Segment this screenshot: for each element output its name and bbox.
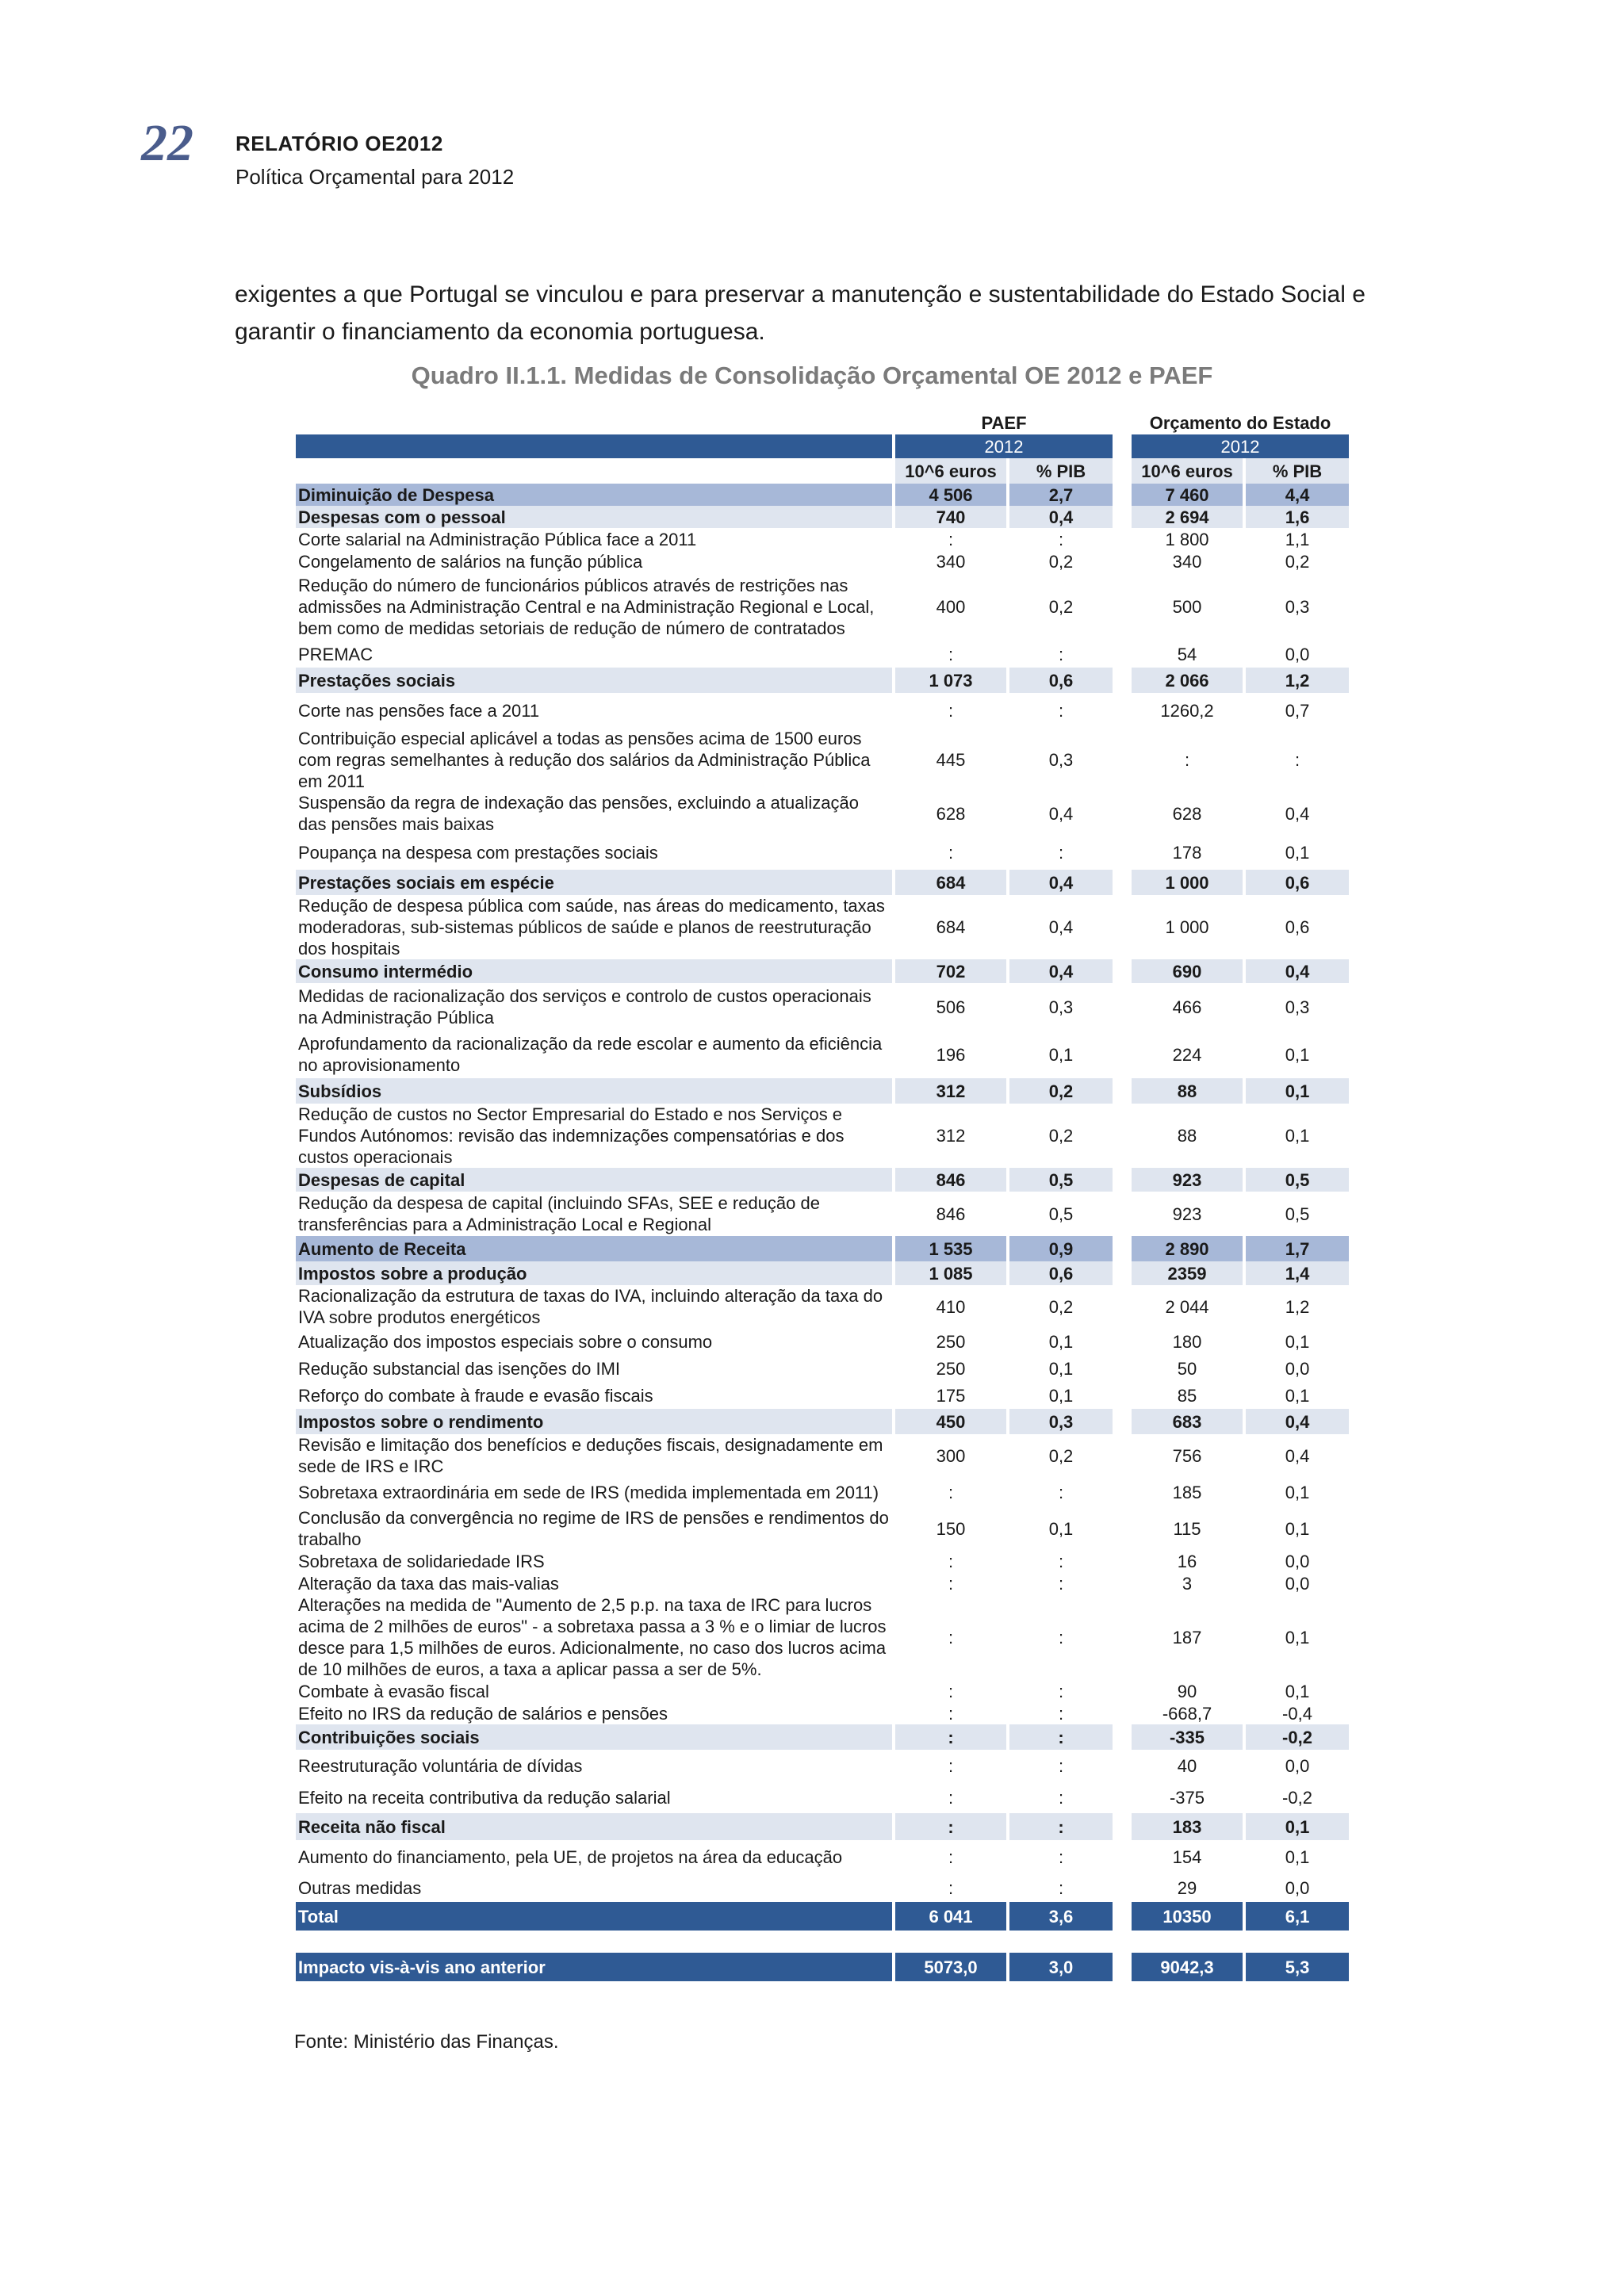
table-row: [296, 895, 1349, 959]
oe-value-euros: :: [1184, 750, 1190, 770]
oe-value-euros: 16: [1177, 1551, 1197, 1571]
paef-value-euros: :: [948, 1627, 954, 1647]
paef-value-euros: 506: [936, 997, 966, 1017]
table-header-years: [296, 434, 1349, 458]
row-label: Consumo intermédio: [296, 959, 892, 983]
oe-value-pib: 0,2: [1285, 551, 1310, 572]
table-row: [296, 1702, 1349, 1724]
table-row: [296, 1594, 1349, 1680]
row-label: Racionalização da estrutura de taxas do IVA, incluindo alteração da taxa do IVA sobre produtos energéticos: [298, 1286, 883, 1327]
row-label: Redução substancial das isenções do IMI: [298, 1358, 621, 1379]
paef-value-pib: :: [1058, 700, 1064, 721]
paef-value-pib: :: [1009, 1724, 1113, 1750]
table-row: [296, 641, 1349, 668]
oe-value-euros: 154: [1172, 1846, 1202, 1867]
row-label: Receita não fiscal: [296, 1813, 892, 1840]
row-label: Conclusão da convergência no regime de IRS de pensões e rendimentos do trabalho: [298, 1508, 889, 1549]
oe-value-pib: 0,1: [1285, 842, 1310, 863]
table-caption: Quadro II.1.1. Medidas de Consolidação Orçamental OE 2012 e PAEF: [411, 362, 1213, 389]
paef-value-euros: 846: [936, 1203, 966, 1224]
oe-value-pib: 0,0: [1285, 1551, 1310, 1571]
row-label: Prestações sociais: [296, 668, 892, 693]
paef-value-pib: 0,4: [1048, 917, 1074, 937]
paef-value-euros: :: [895, 1813, 1006, 1840]
oe-value-pib: 0,1: [1285, 1126, 1310, 1146]
oe-value-euros: 923: [1132, 1168, 1243, 1192]
table-row: [296, 1328, 1349, 1355]
row-label: Total: [296, 1902, 892, 1931]
oe-value-pib: 0,5: [1285, 1203, 1310, 1224]
oe-value-pib: 0,1: [1285, 1044, 1310, 1065]
oe-value-pib: 0,4: [1285, 803, 1310, 824]
paef-value-pib: 3,0: [1009, 1953, 1113, 1981]
oe-value-pib: 0,1: [1246, 1813, 1349, 1840]
table-row: [296, 1750, 1349, 1781]
row-label: Alterações na medida de "Aumento de 2,5 p.p. na taxa de IRC para lucros acima de 2 milhões de euros" - a sobretaxa passa a 3 % e o limiar de lucros desce para 1,5 milhões de euros. Adicionalmente, no caso dos lucros acima de 10 milhões de euros, a taxa a aplicar passa a ser de 5%.: [298, 1595, 887, 1679]
table-row: [296, 1434, 1349, 1477]
oe-value-pib: 0,0: [1285, 1358, 1310, 1379]
row-label: Impacto vis-à-vis ano anterior: [296, 1953, 892, 1981]
table-row: [296, 572, 1349, 641]
table-row: [296, 792, 1349, 835]
oe-value-euros: 40: [1177, 1755, 1197, 1776]
oe-value-pib: 0,4: [1285, 1445, 1310, 1466]
table-row: [296, 693, 1349, 728]
header-unit: % PIB: [1246, 458, 1349, 484]
table-row: [296, 484, 1349, 506]
paef-value-euros: :: [948, 700, 954, 721]
paef-value-euros: :: [948, 644, 954, 664]
oe-value-euros: 54: [1177, 644, 1197, 664]
row-label: Redução de custos no Sector Empresarial do Estado e nos Serviços e Fundos Autónomos: revisão das indemnizações compensatórias e dos custos operacionais: [298, 1104, 845, 1167]
oe-value-euros: 690: [1132, 959, 1243, 983]
row-label: Medidas de racionalização dos serviços e controlo de custos operacionais na Administração Pública: [298, 986, 871, 1027]
row-label: Contribuições sociais: [296, 1724, 892, 1750]
table-row: [296, 506, 1349, 528]
row-label: Redução do número de funcionários públicos através de restrições nas admissões na Administração Central e na Administração Regional e Local, bem como de medidas setoriais de redução de número de contratados: [298, 575, 875, 638]
paef-value-euros: :: [948, 1681, 954, 1701]
paef-value-euros: 340: [936, 551, 966, 572]
paef-value-euros: :: [948, 1787, 954, 1808]
paef-value-pib: 0,2: [1048, 1126, 1074, 1146]
paef-value-pib: :: [1058, 1551, 1064, 1571]
table-row: [296, 1813, 1349, 1840]
paef-value-pib: :: [1058, 1787, 1064, 1808]
paef-value-euros: 740: [895, 506, 1006, 528]
oe-value-pib: 0,3: [1285, 596, 1310, 617]
table-row: [296, 1104, 1349, 1168]
paef-value-pib: :: [1058, 529, 1064, 549]
row-label: Aprofundamento da racionalização da rede escolar e aumento da eficiência no aprovisionamento: [298, 1034, 883, 1075]
header-orcamento-estado: Orçamento do Estado: [1149, 412, 1331, 433]
paef-value-pib: 2,7: [1009, 484, 1113, 506]
paef-value-pib: 0,4: [1009, 506, 1113, 528]
paef-value-euros: 628: [936, 803, 966, 824]
row-label: Reforço do combate à fraude e evasão fiscais: [298, 1385, 653, 1406]
paef-value-pib: 0,4: [1009, 870, 1113, 895]
paef-value-euros: 196: [936, 1044, 966, 1065]
oe-value-pib: 0,1: [1285, 1482, 1310, 1502]
oe-value-pib: 0,1: [1285, 1627, 1310, 1647]
table-row: [296, 1550, 1349, 1572]
paef-value-pib: :: [1058, 842, 1064, 863]
paef-value-euros: 445: [936, 750, 966, 770]
row-label: Combate à evasão fiscal: [298, 1681, 489, 1701]
oe-value-euros: 340: [1172, 551, 1202, 572]
oe-value-pib: -0,2: [1282, 1787, 1312, 1808]
oe-value-euros: 88: [1177, 1126, 1197, 1146]
row-label: Diminuição de Despesa: [296, 484, 892, 506]
paef-value-euros: 684: [895, 870, 1006, 895]
paef-value-pib: 0,1: [1048, 1385, 1074, 1406]
header-year-paef: 2012: [895, 434, 1113, 458]
header-year-oe: 2012: [1132, 434, 1349, 458]
paef-value-pib: 0,2: [1048, 551, 1074, 572]
oe-value-euros: 466: [1172, 997, 1202, 1017]
paef-value-pib: :: [1058, 1755, 1064, 1776]
paef-value-euros: 410: [936, 1296, 966, 1317]
oe-value-pib: :: [1294, 750, 1300, 770]
paef-value-pib: 0,9: [1009, 1236, 1113, 1261]
paef-value-pib: 0,2: [1009, 1078, 1113, 1104]
oe-value-euros: 756: [1172, 1445, 1202, 1466]
paef-value-pib: 0,4: [1048, 803, 1074, 824]
table-row: [296, 1078, 1349, 1104]
oe-value-euros: 178: [1172, 842, 1202, 863]
paef-value-pib: 0,5: [1048, 1203, 1074, 1224]
paef-value-euros: 5073,0: [895, 1953, 1006, 1981]
oe-value-euros: 2359: [1132, 1261, 1243, 1285]
paef-value-pib: 0,2: [1048, 1445, 1074, 1466]
table-header-groups: [296, 411, 1349, 434]
paef-value-euros: 6 041: [895, 1902, 1006, 1931]
paef-value-euros: :: [948, 1846, 954, 1867]
paef-value-euros: 1 535: [895, 1236, 1006, 1261]
table-row: [296, 1355, 1349, 1382]
oe-value-pib: 0,1: [1285, 1846, 1310, 1867]
paef-value-euros: 400: [936, 596, 966, 617]
oe-value-euros: 1 800: [1165, 529, 1209, 549]
row-label: Suspensão da regra de indexação das pensões, excluindo a atualização das pensões mais baixas: [298, 793, 859, 834]
paef-value-pib: :: [1058, 1627, 1064, 1647]
table-row: [296, 1724, 1349, 1750]
row-label: Prestações sociais em espécie: [296, 870, 892, 895]
oe-value-pib: -0,4: [1282, 1703, 1312, 1724]
oe-value-euros: 500: [1172, 596, 1202, 617]
row-label: Impostos sobre o rendimento: [296, 1409, 892, 1434]
oe-value-euros: 3: [1182, 1573, 1193, 1594]
oe-value-pib: 0,1: [1246, 1078, 1349, 1104]
table-row: [296, 1168, 1349, 1192]
oe-value-euros: 1260,2: [1160, 700, 1214, 721]
paef-value-pib: 0,2: [1048, 1296, 1074, 1317]
oe-value-euros: 1 000: [1165, 917, 1209, 937]
oe-value-euros: 115: [1173, 1518, 1201, 1539]
paef-value-pib: 3,6: [1009, 1902, 1113, 1931]
paef-value-euros: :: [948, 1703, 954, 1724]
table-row: [296, 1261, 1349, 1285]
oe-value-euros: 85: [1177, 1385, 1197, 1406]
oe-value-pib: 0,6: [1285, 917, 1310, 937]
table-row: [296, 528, 1349, 550]
row-label: Alteração da taxa das mais-valias: [298, 1573, 559, 1594]
oe-value-pib: 1,7: [1246, 1236, 1349, 1261]
paef-value-euros: 250: [936, 1331, 966, 1352]
oe-value-euros: 2 066: [1132, 668, 1243, 693]
paef-value-euros: 846: [895, 1168, 1006, 1192]
oe-value-euros: -375: [1169, 1787, 1205, 1808]
table-row: [296, 668, 1349, 693]
oe-value-euros: 2 044: [1165, 1296, 1209, 1317]
oe-value-euros: -335: [1132, 1724, 1243, 1750]
measures-table: [293, 411, 1352, 1981]
oe-value-euros: 2 890: [1132, 1236, 1243, 1261]
paef-value-pib: :: [1058, 1703, 1064, 1724]
row-label: Outras medidas: [298, 1877, 422, 1898]
oe-value-pib: 1,1: [1285, 529, 1310, 549]
oe-value-euros: 187: [1172, 1627, 1202, 1647]
intro-paragraph: exigentes a que Portugal se vinculou e para preservar a manutenção e sustentabilidade do Estado Social e garantir o financiamento da economia portuguesa.: [235, 281, 1365, 345]
oe-value-euros: 10350: [1132, 1902, 1243, 1931]
oe-value-euros: 50: [1177, 1358, 1197, 1379]
paef-value-euros: 175: [936, 1385, 966, 1406]
paef-value-euros: :: [948, 1573, 954, 1594]
paef-value-euros: 4 506: [895, 484, 1006, 506]
oe-value-pib: 0,3: [1285, 997, 1310, 1017]
header-unit: % PIB: [1009, 458, 1113, 484]
paef-value-pib: :: [1058, 1573, 1064, 1594]
row-label: Sobretaxa extraordinária em sede de IRS (medida implementada em 2011): [298, 1482, 879, 1502]
table-row: [296, 1572, 1349, 1594]
paef-value-pib: :: [1058, 1681, 1064, 1701]
oe-value-pib: 4,4: [1246, 484, 1349, 506]
table-row: [296, 1840, 1349, 1873]
paef-value-pib: :: [1058, 1877, 1064, 1898]
row-label: Contribuição especial aplicável a todas as pensões acima de 1500 euros com regras semelhantes à redução dos salários da Administração Pública em 2011: [298, 729, 871, 791]
row-label: Sobretaxa de solidariedade IRS: [298, 1551, 545, 1571]
row-label: Despesas de capital: [296, 1168, 892, 1192]
oe-value-euros: 923: [1172, 1203, 1202, 1224]
row-label: Despesas com o pessoal: [296, 506, 892, 528]
oe-value-euros: 2 694: [1132, 506, 1243, 528]
table-row: [296, 1192, 1349, 1236]
paef-value-pib: :: [1058, 1846, 1064, 1867]
paef-value-pib: 0,5: [1009, 1168, 1113, 1192]
row-label: Corte nas pensões face a 2011: [298, 700, 540, 721]
paef-value-pib: :: [1009, 1813, 1113, 1840]
oe-value-pib: 0,1: [1285, 1331, 1310, 1352]
paef-value-pib: 0,2: [1048, 596, 1074, 617]
header-paef: PAEF: [981, 412, 1027, 433]
oe-value-pib: 0,4: [1246, 959, 1349, 983]
paef-value-pib: 0,3: [1048, 750, 1074, 770]
oe-value-pib: 1,4: [1246, 1261, 1349, 1285]
oe-value-euros: 9042,3: [1132, 1953, 1243, 1981]
paef-value-euros: 312: [895, 1078, 1006, 1104]
row-label: Aumento de Receita: [296, 1236, 892, 1261]
oe-value-euros: 185: [1172, 1482, 1202, 1502]
oe-value-euros: 224: [1172, 1044, 1202, 1065]
oe-value-euros: 180: [1172, 1331, 1202, 1352]
oe-value-pib: 0,0: [1285, 1877, 1310, 1898]
table-row: [296, 1409, 1349, 1434]
table-row: [296, 1031, 1349, 1078]
paef-value-euros: 312: [936, 1126, 966, 1146]
paef-value-pib: :: [1058, 1482, 1064, 1502]
table-row: [296, 728, 1349, 792]
table-row: [296, 1902, 1349, 1931]
paef-value-euros: :: [948, 842, 954, 863]
row-label: Impostos sobre a produção: [296, 1261, 892, 1285]
table-row: [296, 983, 1349, 1031]
table-row: [296, 1873, 1349, 1902]
paef-value-euros: :: [895, 1724, 1006, 1750]
paef-value-euros: :: [948, 529, 954, 549]
oe-value-pib: 0,1: [1285, 1518, 1310, 1539]
oe-value-pib: 1,2: [1285, 1296, 1310, 1317]
oe-value-pib: 0,0: [1285, 1573, 1310, 1594]
oe-value-pib: 0,1: [1285, 1681, 1310, 1701]
paef-value-euros: 1 085: [895, 1261, 1006, 1285]
oe-value-pib: 0,0: [1285, 644, 1310, 664]
paef-value-pib: :: [1058, 644, 1064, 664]
oe-value-pib: 0,1: [1285, 1385, 1310, 1406]
paef-value-pib: 0,3: [1009, 1409, 1113, 1434]
oe-value-pib: 0,5: [1246, 1168, 1349, 1192]
paef-value-pib: 0,1: [1048, 1044, 1074, 1065]
paef-value-pib: 0,6: [1009, 1261, 1113, 1285]
oe-value-pib: 5,3: [1246, 1953, 1349, 1981]
paef-value-euros: 250: [936, 1358, 966, 1379]
paef-value-euros: 1 073: [895, 668, 1006, 693]
paef-value-euros: 300: [936, 1445, 966, 1466]
row-label: Subsídios: [296, 1078, 892, 1104]
oe-value-pib: 0,6: [1246, 870, 1349, 895]
oe-value-pib: -0,2: [1246, 1724, 1349, 1750]
table-row: [296, 1285, 1349, 1328]
oe-value-pib: 0,0: [1285, 1755, 1310, 1776]
paef-value-euros: 702: [895, 959, 1006, 983]
row-label: Efeito na receita contributiva da redução salarial: [298, 1787, 671, 1808]
table-row: [296, 550, 1349, 572]
paef-value-euros: 450: [895, 1409, 1006, 1434]
paef-value-euros: :: [948, 1551, 954, 1571]
row-label: Redução da despesa de capital (incluindo SFAs, SEE e redução de transferências para a Administração Local e Regional: [298, 1193, 820, 1234]
row-label: Atualização dos impostos especiais sobre o consumo: [298, 1331, 713, 1352]
oe-value-pib: 0,7: [1285, 700, 1310, 721]
oe-value-pib: 0,4: [1246, 1409, 1349, 1434]
row-label: Redução de despesa pública com saúde, nas áreas do medicamento, taxas moderadoras, sub-sistemas públicos de saúde e planos de reestruturação dos hospitais: [298, 896, 885, 959]
table-row: [296, 1236, 1349, 1261]
paef-value-euros: :: [948, 1755, 954, 1776]
table-row: [296, 1507, 1349, 1550]
table-source: Fonte: Ministério das Finanças.: [294, 2031, 559, 2053]
paef-value-pib: 0,6: [1009, 668, 1113, 693]
oe-value-pib: 1,6: [1246, 506, 1349, 528]
paef-value-euros: 684: [936, 917, 966, 937]
table-row: [296, 1680, 1349, 1702]
paef-value-pib: 0,1: [1048, 1518, 1074, 1539]
header-unit: 10^6 euros: [895, 458, 1006, 484]
paef-value-euros: :: [948, 1877, 954, 1898]
paef-value-pib: 0,1: [1048, 1331, 1074, 1352]
row-label: Poupança na despesa com prestações sociais: [298, 842, 658, 863]
table-header-units: [296, 458, 1349, 484]
page-number: 22: [141, 114, 193, 172]
report-title: RELATÓRIO OE2012: [236, 132, 443, 155]
paef-value-euros: :: [948, 1482, 954, 1502]
row-label: Aumento do financiamento, pela UE, de projetos na área da educação: [298, 1846, 843, 1867]
report-subtitle: Política Orçamental para 2012: [236, 165, 515, 189]
table-row: [296, 1382, 1349, 1409]
oe-value-euros: -668,7: [1162, 1703, 1212, 1724]
oe-value-euros: 1 000: [1132, 870, 1243, 895]
oe-value-pib: 6,1: [1246, 1902, 1349, 1931]
oe-value-euros: 29: [1177, 1877, 1197, 1898]
paef-value-pib: 0,1: [1048, 1358, 1074, 1379]
row-label: Revisão e limitação dos benefícios e deduções fiscais, designadamente em sede de IRS e IRC: [298, 1435, 883, 1476]
oe-value-euros: 88: [1132, 1078, 1243, 1104]
header-unit: 10^6 euros: [1132, 458, 1243, 484]
row-label: Congelamento de salários na função pública: [298, 551, 643, 572]
oe-value-euros: 7 460: [1132, 484, 1243, 506]
row-label: Reestruturação voluntária de dívidas: [298, 1755, 583, 1776]
paef-value-pib: 0,3: [1048, 997, 1074, 1017]
row-label: PREMAC: [298, 644, 373, 664]
table-row: [296, 870, 1349, 895]
table-row: [296, 959, 1349, 983]
table-row: [296, 1781, 1349, 1813]
table-row: [296, 835, 1349, 870]
table-row: [296, 1953, 1349, 1981]
oe-value-pib: 1,2: [1246, 668, 1349, 693]
table-row: [296, 1477, 1349, 1507]
spacer-row: [296, 1931, 1349, 1953]
oe-value-euros: 90: [1177, 1681, 1197, 1701]
oe-value-euros: 628: [1172, 803, 1202, 824]
paef-value-pib: 0,4: [1009, 959, 1113, 983]
row-label: Efeito no IRS da redução de salários e pensões: [298, 1703, 668, 1724]
paef-value-euros: 150: [936, 1518, 966, 1539]
oe-value-euros: 183: [1132, 1813, 1243, 1840]
row-label: Corte salarial na Administração Pública face a 2011: [298, 529, 697, 549]
oe-value-euros: 683: [1132, 1409, 1243, 1434]
